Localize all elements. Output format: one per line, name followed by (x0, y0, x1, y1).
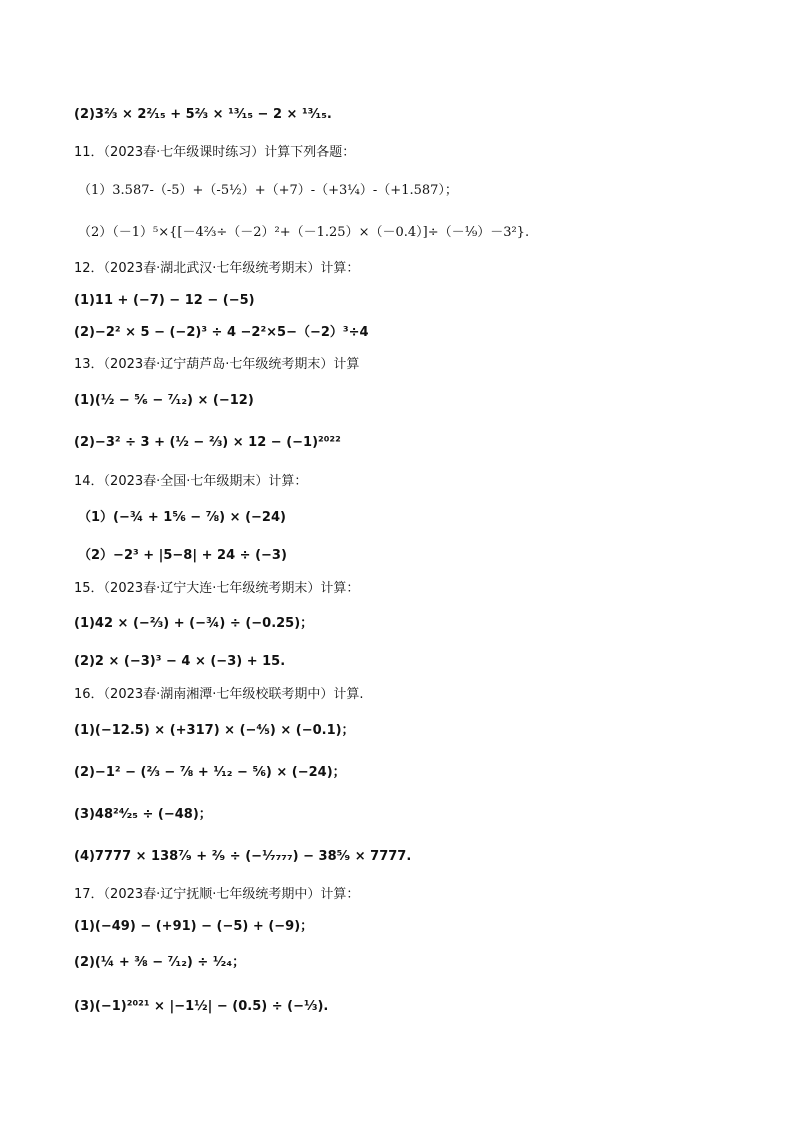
problem-13-part-1: (1)(½ − ⁵⁄₆ − ⁷⁄₁₂) × (−12) (74, 393, 254, 408)
problem-15-heading: 15．（2023春·辽宁大连·七年级统考期末）计算： (74, 581, 360, 596)
problem-17-heading: 17．（2023春·辽宁抚顺·七年级统考期中）计算： (74, 887, 360, 902)
problem-15-part-2: (2)2 × (−3)³ − 4 × (−3) + 15. (74, 654, 286, 669)
problem-15-part-1: (1)42 × (−⅔) + (−¾) ÷ (−0.25)； (74, 616, 314, 631)
problem-14-heading: 14．（2023春·全国·七年级期末）计算： (74, 474, 308, 489)
problem-16-part-1: (1)(−12.5) × (+317) × (−⅘) × (−0.1)； (74, 723, 355, 738)
problem-17-part-2: (2)(¼ + ⅜ − ⁷⁄₁₂) ÷ ¹⁄₂₄； (74, 955, 246, 970)
problem-11-part-2: （2）（－1）⁵×{[－4⅔÷（－2）²+（－1.25）×（－0.4）]÷（－⅑）－3²}. (78, 225, 530, 240)
problem-10-part-2: (2)3⅔ × 2²⁄₁₅ + 5⅔ × ¹³⁄₁₅ − 2 × ¹³⁄₁₅. (74, 107, 332, 122)
problem-17-part-3: (3)(−1)²⁰²¹ × |−1½| − (0.5) ÷ (−⅓). (74, 999, 329, 1014)
problem-16-part-2: (2)−1² − (⅔ − ⅞ + ¹⁄₁₂ − ⅚) × (−24)； (74, 765, 346, 780)
problem-17-part-1: (1)(−49) − (+91) − (−5) + (−9)； (74, 919, 314, 934)
problem-12-part-1: (1)11 + (−7) − 12 − (−5) (74, 293, 255, 308)
problem-16-part-3: (3)48²⁴⁄₂₅ ÷ (−48)； (74, 807, 212, 822)
problem-14-part-2: （2）−2³ + |5−8| + 24 ÷ (−3) (78, 548, 287, 563)
problem-11-part-1: （1）3.587-（-5）+（-5½）+（+7）-（+3¼）-（+1.587）； (78, 183, 458, 198)
problem-14-part-1: （1）(−¾ + 1⅚ − ⅞) × (−24) (78, 510, 286, 525)
problem-12-part-2: (2)−2² × 5 − (−2)³ ÷ 4 −2²×5−（−2）³÷4 (74, 325, 369, 340)
problem-16-part-4: (4)7777 × 138⁷⁄₉ + ²⁄₉ ÷ (−¹⁄₇₇₇₇) − 38⁵⁄₉ × 7777. (74, 849, 412, 864)
problem-13-heading: 13．（2023春·辽宁葫芦岛·七年级统考期末）计算 (74, 357, 360, 372)
problem-12-heading: 12．（2023春·湖北武汉·七年级统考期末）计算： (74, 261, 360, 276)
problem-16-heading: 16．（2023春·湖南湘潭·七年级校联考期中）计算. (74, 687, 364, 702)
problem-13-part-2: (2)−3² ÷ 3 + (½ − ⅔) × 12 − (−1)²⁰²² (74, 435, 341, 450)
problem-11-heading: 11．（2023春·七年级课时练习）计算下列各题： (74, 145, 356, 160)
